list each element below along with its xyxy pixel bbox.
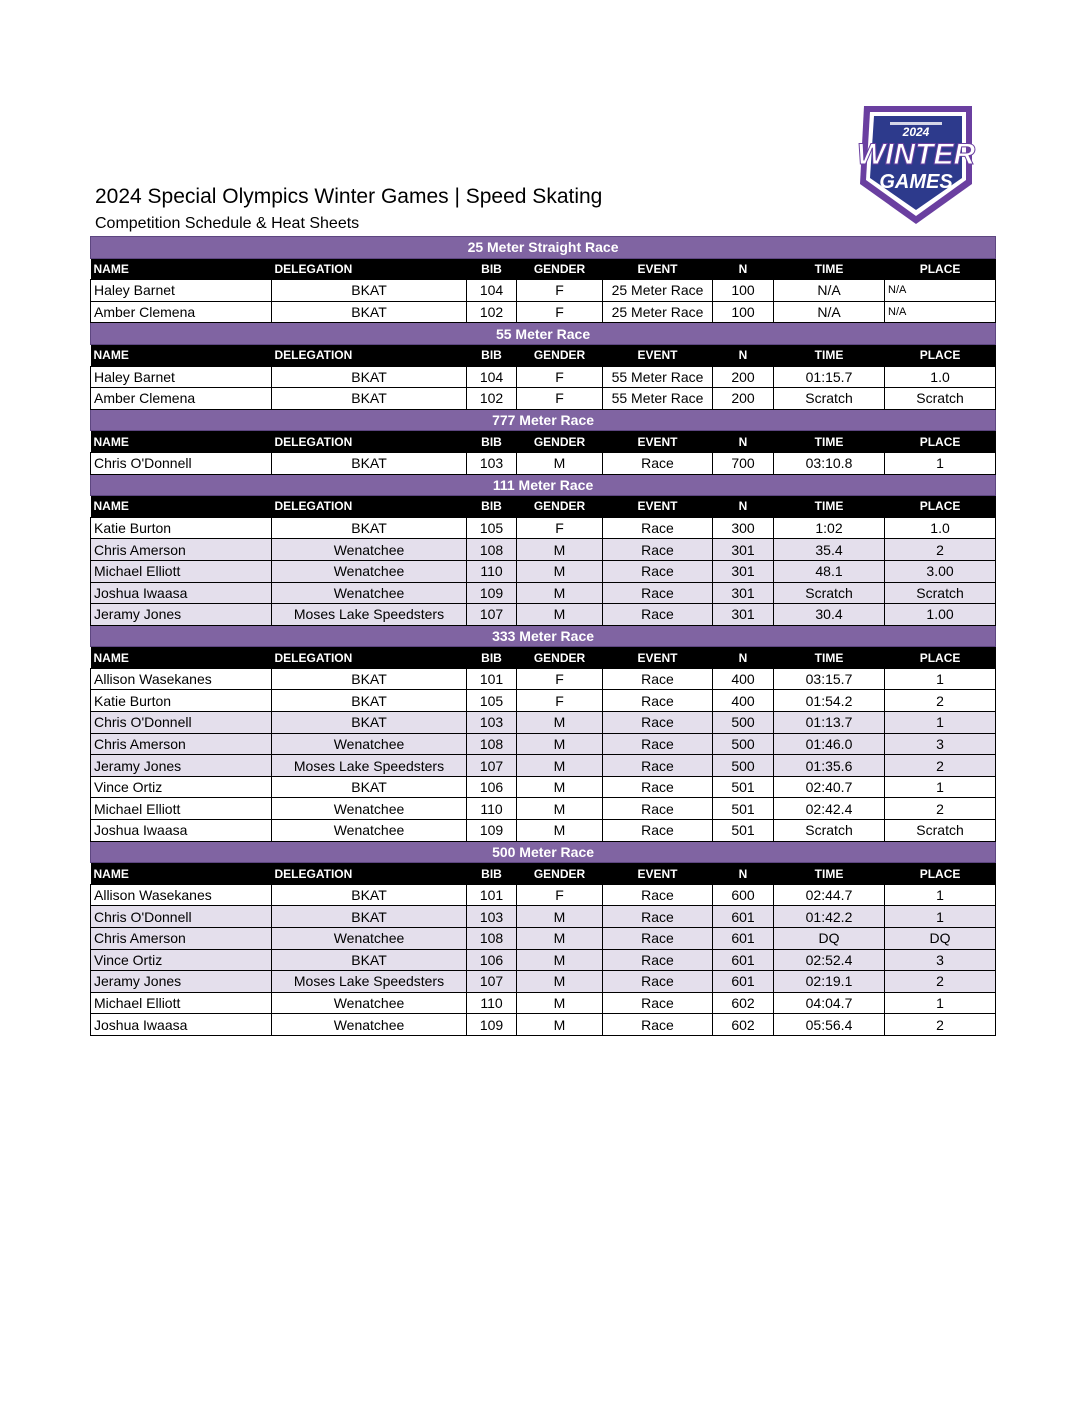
cell-delegation: BKAT xyxy=(272,452,467,474)
cell-event: Race xyxy=(603,820,713,842)
cell-place: 1 xyxy=(885,906,996,928)
column-header-name: NAME xyxy=(91,863,272,885)
column-header-row xyxy=(91,496,996,518)
table-row xyxy=(91,690,996,712)
column-header-row xyxy=(91,863,996,885)
cell-event: Race xyxy=(603,539,713,561)
cell-bib: 108 xyxy=(467,733,517,755)
cell-delegation: BKAT xyxy=(272,366,467,388)
cell-name: Haley Barnet xyxy=(91,366,272,388)
column-header-bib: BIB xyxy=(467,431,517,453)
cell-n: 601 xyxy=(713,949,774,971)
cell-event: Race xyxy=(603,776,713,798)
cell-gender: M xyxy=(517,906,603,928)
cell-time: 04:04.7 xyxy=(774,992,885,1014)
section-title: 777 Meter Race xyxy=(91,409,996,431)
cell-name: Michael Elliott xyxy=(91,798,272,820)
cell-bib: 102 xyxy=(467,301,517,323)
cell-n: 601 xyxy=(713,906,774,928)
table-row xyxy=(91,906,996,928)
cell-name: Chris Amerson xyxy=(91,733,272,755)
column-header-n: N xyxy=(713,431,774,453)
column-header-delegation: DELEGATION xyxy=(272,496,467,518)
column-header-delegation: DELEGATION xyxy=(272,344,467,366)
cell-gender: M xyxy=(517,712,603,734)
section-title: 333 Meter Race xyxy=(91,625,996,647)
cell-delegation: Wenatchee xyxy=(272,1014,467,1036)
table-row xyxy=(91,755,996,777)
page-subtitle: Competition Schedule & Heat Sheets xyxy=(95,215,360,232)
cell-n: 500 xyxy=(713,712,774,734)
column-header-event: EVENT xyxy=(603,647,713,669)
cell-place: Scratch xyxy=(885,582,996,604)
cell-time: 01:46.0 xyxy=(774,733,885,755)
cell-place: 1 xyxy=(885,452,996,474)
cell-delegation: Wenatchee xyxy=(272,733,467,755)
cell-gender: M xyxy=(517,452,603,474)
cell-gender: M xyxy=(517,755,603,777)
cell-bib: 103 xyxy=(467,906,517,928)
cell-name: Katie Burton xyxy=(91,517,272,539)
cell-delegation: Wenatchee xyxy=(272,560,467,582)
cell-bib: 107 xyxy=(467,971,517,993)
section-title-row xyxy=(91,323,996,345)
cell-name: Jeramy Jones xyxy=(91,755,272,777)
cell-event: 25 Meter Race xyxy=(603,280,713,302)
cell-delegation: Moses Lake Speedsters xyxy=(272,604,467,626)
column-header-place: PLACE xyxy=(885,863,996,885)
cell-gender: M xyxy=(517,582,603,604)
cell-n: 602 xyxy=(713,1014,774,1036)
table-row xyxy=(91,884,996,906)
cell-n: 700 xyxy=(713,452,774,474)
column-header-row xyxy=(91,647,996,669)
column-header-gender: GENDER xyxy=(517,344,603,366)
cell-name: Amber Clemena xyxy=(91,301,272,323)
cell-name: Katie Burton xyxy=(91,690,272,712)
cell-gender: F xyxy=(517,668,603,690)
cell-delegation: BKAT xyxy=(272,668,467,690)
column-header-n: N xyxy=(713,647,774,669)
column-header-time: TIME xyxy=(774,431,885,453)
cell-bib: 101 xyxy=(467,668,517,690)
cell-n: 500 xyxy=(713,755,774,777)
column-header-place: PLACE xyxy=(885,258,996,280)
page-title: 2024 Special Olympics Winter Games | Speed Skating xyxy=(95,185,603,208)
column-header-event: EVENT xyxy=(603,344,713,366)
cell-gender: F xyxy=(517,517,603,539)
cell-time: 01:15.7 xyxy=(774,366,885,388)
cell-delegation: Wenatchee xyxy=(272,539,467,561)
cell-delegation: BKAT xyxy=(272,906,467,928)
cell-n: 301 xyxy=(713,539,774,561)
column-header-event: EVENT xyxy=(603,863,713,885)
cell-place: 1.0 xyxy=(885,366,996,388)
cell-time: 35.4 xyxy=(774,539,885,561)
cell-name: Joshua Iwaasa xyxy=(91,1014,272,1036)
table-row xyxy=(91,388,996,410)
column-header-time: TIME xyxy=(774,344,885,366)
cell-event: Race xyxy=(603,582,713,604)
column-header-event: EVENT xyxy=(603,496,713,518)
cell-name: Allison Wasekanes xyxy=(91,884,272,906)
cell-place: 1 xyxy=(885,776,996,798)
cell-bib: 104 xyxy=(467,366,517,388)
cell-gender: M xyxy=(517,539,603,561)
cell-n: 501 xyxy=(713,820,774,842)
cell-time: 30.4 xyxy=(774,604,885,626)
cell-name: Chris O'Donnell xyxy=(91,452,272,474)
column-header-delegation: DELEGATION xyxy=(272,431,467,453)
table-row xyxy=(91,539,996,561)
cell-time: 03:10.8 xyxy=(774,452,885,474)
cell-time: 01:35.6 xyxy=(774,755,885,777)
cell-place: 2 xyxy=(885,971,996,993)
cell-gender: F xyxy=(517,884,603,906)
cell-time: 05:56.4 xyxy=(774,1014,885,1036)
cell-gender: M xyxy=(517,604,603,626)
column-header-n: N xyxy=(713,258,774,280)
cell-gender: M xyxy=(517,928,603,950)
column-header-bib: BIB xyxy=(467,258,517,280)
table-row xyxy=(91,820,996,842)
table-row xyxy=(91,712,996,734)
cell-delegation: Wenatchee xyxy=(272,798,467,820)
column-header-delegation: DELEGATION xyxy=(272,863,467,885)
cell-bib: 103 xyxy=(467,712,517,734)
cell-bib: 103 xyxy=(467,452,517,474)
cell-time: 02:42.4 xyxy=(774,798,885,820)
cell-time: DQ xyxy=(774,928,885,950)
cell-delegation: Moses Lake Speedsters xyxy=(272,971,467,993)
cell-event: Race xyxy=(603,1014,713,1036)
cell-time: 01:42.2 xyxy=(774,906,885,928)
column-header-name: NAME xyxy=(91,431,272,453)
cell-n: 301 xyxy=(713,604,774,626)
cell-event: Race xyxy=(603,517,713,539)
section-title: 500 Meter Race xyxy=(91,841,996,863)
cell-name: Michael Elliott xyxy=(91,560,272,582)
cell-n: 601 xyxy=(713,928,774,950)
cell-bib: 110 xyxy=(467,798,517,820)
cell-name: Jeramy Jones xyxy=(91,604,272,626)
cell-time: 02:19.1 xyxy=(774,971,885,993)
cell-bib: 108 xyxy=(467,928,517,950)
cell-gender: F xyxy=(517,366,603,388)
cell-bib: 106 xyxy=(467,949,517,971)
cell-gender: M xyxy=(517,1014,603,1036)
cell-place: 2 xyxy=(885,690,996,712)
cell-gender: M xyxy=(517,971,603,993)
cell-name: Allison Wasekanes xyxy=(91,668,272,690)
cell-delegation: BKAT xyxy=(272,712,467,734)
cell-place: 1 xyxy=(885,712,996,734)
section-title-row xyxy=(91,409,996,431)
column-header-bib: BIB xyxy=(467,647,517,669)
cell-delegation: BKAT xyxy=(272,388,467,410)
section-title: 55 Meter Race xyxy=(91,323,996,345)
cell-event: Race xyxy=(603,992,713,1014)
table-row xyxy=(91,301,996,323)
cell-time: 1:02 xyxy=(774,517,885,539)
cell-n: 501 xyxy=(713,798,774,820)
cell-n: 600 xyxy=(713,884,774,906)
table-row xyxy=(91,604,996,626)
cell-delegation: BKAT xyxy=(272,949,467,971)
cell-event: Race xyxy=(603,971,713,993)
cell-delegation: BKAT xyxy=(272,301,467,323)
table-row xyxy=(91,452,996,474)
column-header-row xyxy=(91,431,996,453)
cell-n: 400 xyxy=(713,690,774,712)
section-title-row xyxy=(91,625,996,647)
cell-bib: 105 xyxy=(467,517,517,539)
cell-place: 1 xyxy=(885,992,996,1014)
cell-time: Scratch xyxy=(774,388,885,410)
cell-bib: 107 xyxy=(467,604,517,626)
cell-name: Chris Amerson xyxy=(91,928,272,950)
section-title-row xyxy=(91,237,996,259)
column-header-time: TIME xyxy=(774,863,885,885)
cell-place: 1 xyxy=(885,668,996,690)
cell-time: 02:40.7 xyxy=(774,776,885,798)
cell-event: Race xyxy=(603,928,713,950)
logo-year: 2024 xyxy=(902,125,930,139)
column-header-row xyxy=(91,344,996,366)
cell-delegation: Moses Lake Speedsters xyxy=(272,755,467,777)
cell-name: Chris O'Donnell xyxy=(91,712,272,734)
cell-name: Joshua Iwaasa xyxy=(91,820,272,842)
table-row xyxy=(91,517,996,539)
column-header-name: NAME xyxy=(91,258,272,280)
cell-event: Race xyxy=(603,755,713,777)
column-header-place: PLACE xyxy=(885,647,996,669)
cell-bib: 109 xyxy=(467,1014,517,1036)
cell-delegation: BKAT xyxy=(272,884,467,906)
cell-n: 601 xyxy=(713,971,774,993)
column-header-time: TIME xyxy=(774,647,885,669)
cell-place: 3 xyxy=(885,733,996,755)
cell-place: 3.00 xyxy=(885,560,996,582)
cell-place: 2 xyxy=(885,798,996,820)
cell-n: 200 xyxy=(713,388,774,410)
cell-time: Scratch xyxy=(774,820,885,842)
cell-place: 1.00 xyxy=(885,604,996,626)
cell-n: 300 xyxy=(713,517,774,539)
cell-gender: F xyxy=(517,690,603,712)
section-title: 111 Meter Race xyxy=(91,474,996,496)
cell-name: Vince Ortiz xyxy=(91,776,272,798)
cell-bib: 109 xyxy=(467,820,517,842)
cell-gender: M xyxy=(517,992,603,1014)
column-header-name: NAME xyxy=(91,496,272,518)
table-row xyxy=(91,733,996,755)
cell-name: Jeramy Jones xyxy=(91,971,272,993)
cell-name: Vince Ortiz xyxy=(91,949,272,971)
column-header-bib: BIB xyxy=(467,496,517,518)
cell-n: 500 xyxy=(713,733,774,755)
cell-bib: 107 xyxy=(467,755,517,777)
cell-n: 100 xyxy=(713,280,774,302)
cell-event: Race xyxy=(603,733,713,755)
cell-time: Scratch xyxy=(774,582,885,604)
cell-time: N/A xyxy=(774,280,885,302)
cell-place: Scratch xyxy=(885,820,996,842)
cell-place: N/A xyxy=(885,301,996,323)
cell-bib: 104 xyxy=(467,280,517,302)
cell-place: DQ xyxy=(885,928,996,950)
cell-event: 25 Meter Race xyxy=(603,301,713,323)
cell-event: 55 Meter Race xyxy=(603,366,713,388)
cell-delegation: Wenatchee xyxy=(272,992,467,1014)
cell-delegation: BKAT xyxy=(272,280,467,302)
column-header-gender: GENDER xyxy=(517,258,603,280)
winter-games-logo xyxy=(850,100,982,228)
column-header-bib: BIB xyxy=(467,863,517,885)
table-row xyxy=(91,776,996,798)
cell-time: 48.1 xyxy=(774,560,885,582)
column-header-time: TIME xyxy=(774,258,885,280)
cell-delegation: BKAT xyxy=(272,776,467,798)
cell-n: 602 xyxy=(713,992,774,1014)
cell-name: Haley Barnet xyxy=(91,280,272,302)
column-header-n: N xyxy=(713,863,774,885)
column-header-gender: GENDER xyxy=(517,863,603,885)
table-row xyxy=(91,1014,996,1036)
cell-event: Race xyxy=(603,668,713,690)
column-header-name: NAME xyxy=(91,344,272,366)
cell-gender: M xyxy=(517,820,603,842)
column-header-gender: GENDER xyxy=(517,647,603,669)
column-header-gender: GENDER xyxy=(517,496,603,518)
column-header-gender: GENDER xyxy=(517,431,603,453)
table-row xyxy=(91,582,996,604)
column-header-time: TIME xyxy=(774,496,885,518)
table-row xyxy=(91,668,996,690)
table-row xyxy=(91,949,996,971)
cell-bib: 108 xyxy=(467,539,517,561)
cell-time: 02:44.7 xyxy=(774,884,885,906)
section-title-row xyxy=(91,474,996,496)
cell-name: Michael Elliott xyxy=(91,992,272,1014)
cell-event: Race xyxy=(603,452,713,474)
cell-delegation: Wenatchee xyxy=(272,582,467,604)
cell-bib: 110 xyxy=(467,992,517,1014)
cell-delegation: Wenatchee xyxy=(272,928,467,950)
cell-event: Race xyxy=(603,604,713,626)
column-header-name: NAME xyxy=(91,647,272,669)
cell-bib: 102 xyxy=(467,388,517,410)
table-row xyxy=(91,280,996,302)
table-row xyxy=(91,928,996,950)
column-header-delegation: DELEGATION xyxy=(272,258,467,280)
cell-time: 01:54.2 xyxy=(774,690,885,712)
cell-event: Race xyxy=(603,949,713,971)
cell-place: N/A xyxy=(885,280,996,302)
cell-delegation: BKAT xyxy=(272,690,467,712)
column-header-event: EVENT xyxy=(603,431,713,453)
cell-place: 1 xyxy=(885,884,996,906)
cell-delegation: BKAT xyxy=(272,517,467,539)
cell-bib: 101 xyxy=(467,884,517,906)
cell-n: 400 xyxy=(713,668,774,690)
logo-line2: GAMES xyxy=(879,171,953,193)
column-header-n: N xyxy=(713,344,774,366)
cell-gender: M xyxy=(517,776,603,798)
cell-time: N/A xyxy=(774,301,885,323)
cell-delegation: Wenatchee xyxy=(272,820,467,842)
cell-bib: 105 xyxy=(467,690,517,712)
table-row xyxy=(91,971,996,993)
heat-sheet-table xyxy=(90,236,996,1036)
cell-name: Chris Amerson xyxy=(91,539,272,561)
cell-name: Amber Clemena xyxy=(91,388,272,410)
column-header-place: PLACE xyxy=(885,344,996,366)
cell-bib: 109 xyxy=(467,582,517,604)
column-header-event: EVENT xyxy=(603,258,713,280)
cell-time: 03:15.7 xyxy=(774,668,885,690)
cell-time: 02:52.4 xyxy=(774,949,885,971)
table-row xyxy=(91,560,996,582)
column-header-place: PLACE xyxy=(885,431,996,453)
cell-event: Race xyxy=(603,906,713,928)
cell-place: 3 xyxy=(885,949,996,971)
cell-event: Race xyxy=(603,712,713,734)
section-title: 25 Meter Straight Race xyxy=(91,237,996,259)
cell-n: 301 xyxy=(713,560,774,582)
cell-time: 01:13.7 xyxy=(774,712,885,734)
cell-gender: F xyxy=(517,280,603,302)
column-header-n: N xyxy=(713,496,774,518)
cell-event: Race xyxy=(603,690,713,712)
cell-n: 200 xyxy=(713,366,774,388)
cell-event: Race xyxy=(603,884,713,906)
column-header-place: PLACE xyxy=(885,496,996,518)
cell-place: 1.0 xyxy=(885,517,996,539)
cell-place: 2 xyxy=(885,539,996,561)
logo-line1: WINTER xyxy=(856,138,976,171)
column-header-delegation: DELEGATION xyxy=(272,647,467,669)
cell-event: Race xyxy=(603,798,713,820)
cell-name: Chris O'Donnell xyxy=(91,906,272,928)
cell-event: 55 Meter Race xyxy=(603,388,713,410)
cell-gender: F xyxy=(517,301,603,323)
cell-place: 2 xyxy=(885,1014,996,1036)
cell-gender: M xyxy=(517,560,603,582)
cell-n: 301 xyxy=(713,582,774,604)
cell-place: Scratch xyxy=(885,388,996,410)
column-header-bib: BIB xyxy=(467,344,517,366)
section-title-row xyxy=(91,841,996,863)
cell-name: Joshua Iwaasa xyxy=(91,582,272,604)
cell-place: 2 xyxy=(885,755,996,777)
cell-bib: 106 xyxy=(467,776,517,798)
cell-gender: M xyxy=(517,733,603,755)
cell-gender: M xyxy=(517,949,603,971)
cell-n: 501 xyxy=(713,776,774,798)
cell-gender: M xyxy=(517,798,603,820)
table-row xyxy=(91,798,996,820)
table-row xyxy=(91,366,996,388)
cell-bib: 110 xyxy=(467,560,517,582)
cell-gender: F xyxy=(517,388,603,410)
cell-n: 100 xyxy=(713,301,774,323)
table-row xyxy=(91,992,996,1014)
cell-event: Race xyxy=(603,560,713,582)
column-header-row xyxy=(91,258,996,280)
